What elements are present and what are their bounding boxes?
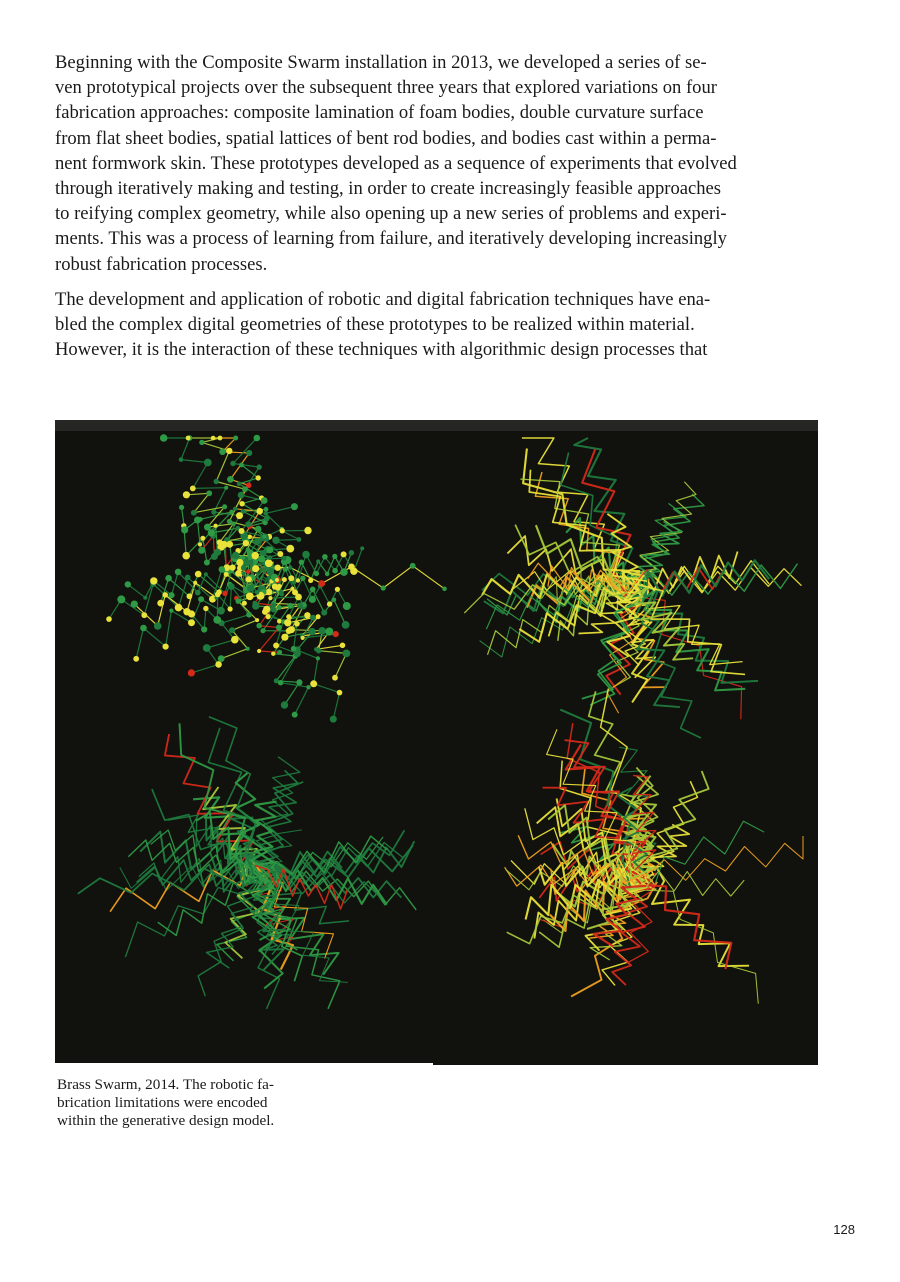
lattice-node [106, 616, 112, 622]
lattice-node [288, 626, 295, 633]
lattice-node [337, 690, 343, 696]
lattice-node [325, 628, 333, 636]
lattice-node [204, 560, 210, 566]
lattice-node [252, 565, 259, 572]
lattice-node [175, 604, 183, 612]
lattice-node [226, 541, 233, 548]
lattice-node [195, 590, 201, 596]
lattice-node [333, 631, 339, 637]
lattice-node [316, 614, 321, 619]
lattice-node [247, 535, 252, 540]
lattice-strand [652, 869, 749, 966]
paragraph-1 [55, 50, 820, 277]
lattice-node [341, 551, 347, 557]
lattice-node [217, 539, 223, 545]
lattice-node [168, 592, 174, 598]
lattice-node [297, 603, 303, 609]
lattice-node [296, 679, 302, 685]
lattice-node [242, 486, 248, 492]
lattice-node [246, 576, 252, 582]
lattice-node [117, 595, 125, 603]
lattice-node [260, 628, 265, 633]
lattice-node [165, 575, 172, 582]
lattice-node [231, 636, 239, 644]
lattice-node [230, 565, 236, 571]
panel-yellow-lattice-view [464, 438, 801, 738]
lattice-strand [630, 482, 696, 577]
lattice-node [286, 545, 294, 553]
lattice-node [211, 509, 216, 514]
lattice-node [291, 646, 297, 652]
lattice-node [194, 517, 201, 524]
lattice-node [140, 625, 147, 632]
lattice-node [228, 583, 235, 590]
lattice-node [143, 596, 147, 600]
lattice-node [299, 560, 304, 565]
lattice-node [230, 461, 235, 466]
lattice-node [227, 519, 232, 524]
lattice-node [360, 546, 364, 550]
lattice-node [247, 585, 254, 592]
lattice-node [229, 627, 235, 633]
lattice-node [350, 568, 357, 575]
lattice-node [265, 559, 273, 567]
lattice-node [198, 542, 202, 546]
lattice-node [222, 504, 227, 509]
lattice-node [256, 623, 262, 629]
panel-stress-lattice-view [505, 689, 803, 1004]
lattice-node [211, 436, 216, 441]
paragraph-2 [55, 287, 820, 363]
figure-brass-swarm [55, 420, 818, 1063]
lattice-node [125, 581, 131, 587]
lattice-node [272, 537, 279, 544]
lattice-node [290, 587, 294, 591]
lattice-node [327, 601, 332, 606]
page-number: 128 [833, 1222, 855, 1237]
lattice-node [236, 559, 243, 566]
lattice-node [246, 547, 251, 552]
lattice-node [133, 656, 139, 662]
text-line: bled the complex digital geometries of these prototypes to be realized within material. [55, 314, 695, 336]
lattice-node [258, 555, 265, 562]
lattice-node [271, 652, 275, 656]
lattice-strand [529, 470, 647, 582]
text-line: ments. This was a process of learning from failure, and iteratively developing increasingly [55, 228, 727, 250]
lattice-node [200, 536, 205, 541]
lattice-node [214, 524, 218, 528]
lattice-node [204, 572, 208, 576]
figure-bottom-strip [433, 1063, 818, 1065]
lattice-node [219, 566, 226, 573]
lattice-node [228, 606, 233, 611]
lattice-node [294, 621, 299, 626]
lattice-node [282, 577, 287, 582]
lattice-node [233, 436, 238, 441]
lattice-node [316, 656, 320, 660]
lattice-node [302, 551, 310, 559]
lattice-node [316, 559, 320, 563]
lattice-node [206, 490, 212, 496]
lattice-node [284, 619, 291, 626]
lattice-node [245, 521, 251, 527]
lattice-node [213, 616, 221, 624]
lattice-node [282, 556, 287, 561]
lattice-node [277, 605, 282, 610]
lattice-node [193, 581, 197, 585]
lattice-node [199, 440, 204, 445]
swarm-visualization [55, 420, 818, 1063]
lattice-strand [638, 890, 758, 1004]
lattice-node [271, 607, 277, 613]
lattice-node [217, 607, 225, 615]
lattice-node [218, 436, 223, 441]
lattice-node [185, 575, 191, 581]
lattice-node [257, 649, 261, 653]
lattice-node [288, 565, 292, 569]
lattice-node [198, 547, 205, 554]
lattice-node [246, 450, 252, 456]
lattice-node [278, 680, 283, 685]
lattice-node [214, 549, 221, 556]
lattice-node [254, 435, 261, 442]
lattice-node [163, 644, 169, 650]
caption-line: brication limitations were encoded [57, 1094, 268, 1111]
lattice-node [308, 578, 313, 583]
lattice-node [292, 712, 298, 718]
lattice-node [288, 575, 294, 581]
lattice-node [267, 555, 272, 560]
lattice-node [188, 610, 195, 617]
lattice-node [332, 675, 338, 681]
lattice-node [342, 621, 350, 629]
lattice-node [249, 560, 254, 565]
lattice-node [283, 567, 288, 572]
lattice-node [318, 627, 326, 635]
lattice-node [286, 614, 291, 619]
lattice-node [255, 526, 262, 533]
lattice-node [204, 524, 211, 531]
lattice-node [224, 486, 228, 490]
text-line: Beginning with the Composite Swarm installation in 2013, we developed a series of se- [55, 52, 707, 73]
lattice-node [181, 526, 188, 533]
lattice-node [266, 589, 273, 596]
lattice-node [157, 600, 164, 607]
lattice-node [275, 565, 281, 571]
lattice-node [219, 449, 225, 455]
lattice-node [246, 612, 252, 618]
lattice-node [304, 527, 311, 534]
lattice-node [277, 650, 282, 655]
lattice-node [262, 535, 266, 539]
caption-line: Brass Swarm, 2014. The robotic fa- [57, 1076, 274, 1093]
lattice-node [246, 569, 251, 574]
lattice-node [141, 612, 147, 618]
lattice-node [321, 610, 327, 616]
text-line: However, it is the interaction of these techniques with algorithmic design processes that [55, 339, 708, 361]
lattice-node [322, 554, 328, 560]
lattice-node [280, 528, 285, 533]
lattice-node [187, 593, 193, 599]
lattice-node [215, 592, 221, 598]
lattice-node [310, 615, 316, 621]
lattice-node [229, 510, 234, 515]
lattice-node [160, 434, 168, 442]
lattice-node [241, 571, 245, 575]
lattice-node [257, 464, 262, 469]
lattice-node [301, 636, 305, 640]
lattice-node [330, 716, 337, 723]
lattice-node [264, 516, 270, 522]
lattice-node [201, 626, 207, 632]
lattice-node [246, 647, 250, 651]
lattice-node [332, 554, 337, 559]
lattice-node [222, 591, 227, 596]
lattice-node [281, 701, 288, 708]
lattice-node [255, 618, 259, 622]
panel-nodes-view [106, 434, 447, 722]
lattice-node [179, 457, 184, 462]
lattice-node [306, 685, 310, 689]
lattice-node [236, 512, 243, 519]
lattice-node [239, 463, 244, 468]
lattice-node [325, 572, 330, 577]
panel-green-lattice-view [78, 717, 416, 1009]
lattice-node [190, 486, 196, 492]
lattice-node [239, 528, 245, 534]
lattice-strand [649, 885, 731, 969]
lattice-node [332, 598, 336, 602]
lattice-node [188, 669, 195, 676]
lattice-node [236, 598, 242, 604]
lattice-node [266, 614, 271, 619]
text-line: ven prototypical projects over the subsequent three years that explored variations on four [55, 77, 717, 99]
lattice-node [335, 587, 340, 592]
lattice-node [243, 540, 249, 546]
lattice-node [131, 601, 138, 608]
lattice-node [224, 572, 229, 577]
lattice-node [154, 622, 162, 630]
lattice-node [295, 594, 302, 601]
text-line: fabrication approaches: composite lamination of foam bodies, double curvature surface [55, 102, 704, 124]
lattice-node [381, 585, 386, 590]
lattice-node [296, 578, 300, 582]
lattice-node [183, 491, 190, 498]
lattice-node [343, 602, 351, 610]
lattice-node [264, 507, 269, 512]
lattice-node [276, 625, 282, 631]
lattice-node [242, 601, 247, 606]
lattice-node [256, 508, 263, 515]
lattice-node [310, 680, 317, 687]
lattice-node [297, 537, 302, 542]
lattice-node [175, 569, 182, 576]
lattice-node [179, 505, 184, 510]
lattice-node [226, 448, 232, 454]
text-line: to reifying complex geometry, while also opening up a new series of problems and experi- [55, 203, 727, 225]
lattice-node [191, 510, 197, 516]
lattice-node [251, 552, 259, 560]
lattice-node [332, 568, 338, 574]
lattice-node [343, 650, 351, 658]
lattice-node [215, 661, 222, 668]
lattice-node [238, 492, 245, 499]
lattice-node [195, 571, 202, 578]
lattice-node [310, 587, 316, 593]
text-line: from flat sheet bodies, spatial lattices of bent rod bodies, and bodies cast within a perma- [55, 127, 717, 149]
lattice-node [246, 592, 254, 600]
lattice-node [349, 550, 354, 555]
lattice-node [239, 501, 244, 506]
lattice-node [162, 592, 168, 598]
lattice-node [203, 606, 208, 611]
lattice-node [266, 546, 273, 553]
body-text [55, 50, 820, 362]
lattice-node [304, 612, 310, 618]
lattice-strand [250, 782, 303, 874]
text-line: nent formwork skin. These prototypes developed as a sequence of experiments that evolved [55, 152, 737, 174]
lattice-node [198, 596, 204, 602]
lattice-node [204, 459, 212, 467]
lattice-node [232, 552, 239, 559]
lattice-node [281, 634, 288, 641]
text-line: The development and application of robotic and digital fabrication techniques have ena- [55, 288, 711, 310]
lattice-node [256, 475, 261, 480]
lattice-strand [158, 878, 261, 936]
lattice-node [255, 590, 260, 595]
lattice-node [203, 644, 211, 652]
caption-line: within the generative design model. [57, 1112, 275, 1129]
lattice-node [309, 596, 316, 603]
lattice-node [318, 580, 325, 587]
lattice-node [261, 497, 268, 504]
lattice-node [182, 552, 190, 560]
lattice-node [262, 609, 268, 615]
lattice-node [291, 503, 298, 510]
lattice-node [218, 655, 225, 662]
lattice-node [410, 563, 416, 569]
lattice-node [275, 578, 279, 582]
lattice-node [188, 619, 195, 626]
lattice-node [275, 586, 280, 591]
lattice-node [268, 596, 272, 600]
lattice-node [214, 479, 219, 484]
lattice-node [314, 647, 318, 651]
lattice-node [277, 551, 283, 557]
lattice-node [340, 643, 346, 649]
lattice-node [300, 576, 305, 581]
lattice-node [273, 643, 279, 649]
lattice-node [237, 482, 242, 487]
lattice-node [150, 577, 157, 584]
lattice-node [233, 507, 237, 511]
lattice-node [314, 571, 319, 576]
lattice-node [442, 587, 447, 592]
figure-caption [57, 1076, 317, 1130]
lattice-node [169, 609, 173, 613]
lattice-strand [647, 836, 804, 880]
lattice-node [231, 522, 235, 526]
lattice-node [308, 628, 316, 636]
lattice-node [263, 511, 268, 516]
text-line: through iteratively making and testing, in order to create increasingly feasible approaches [55, 178, 722, 200]
lattice-node [253, 601, 258, 606]
lattice-node [340, 568, 348, 576]
text-line: robust fabrication processes. [55, 253, 268, 275]
lattice-strand [646, 560, 770, 597]
lattice-node [186, 436, 191, 441]
lattice-node [227, 476, 234, 483]
lattice-node [287, 603, 293, 609]
